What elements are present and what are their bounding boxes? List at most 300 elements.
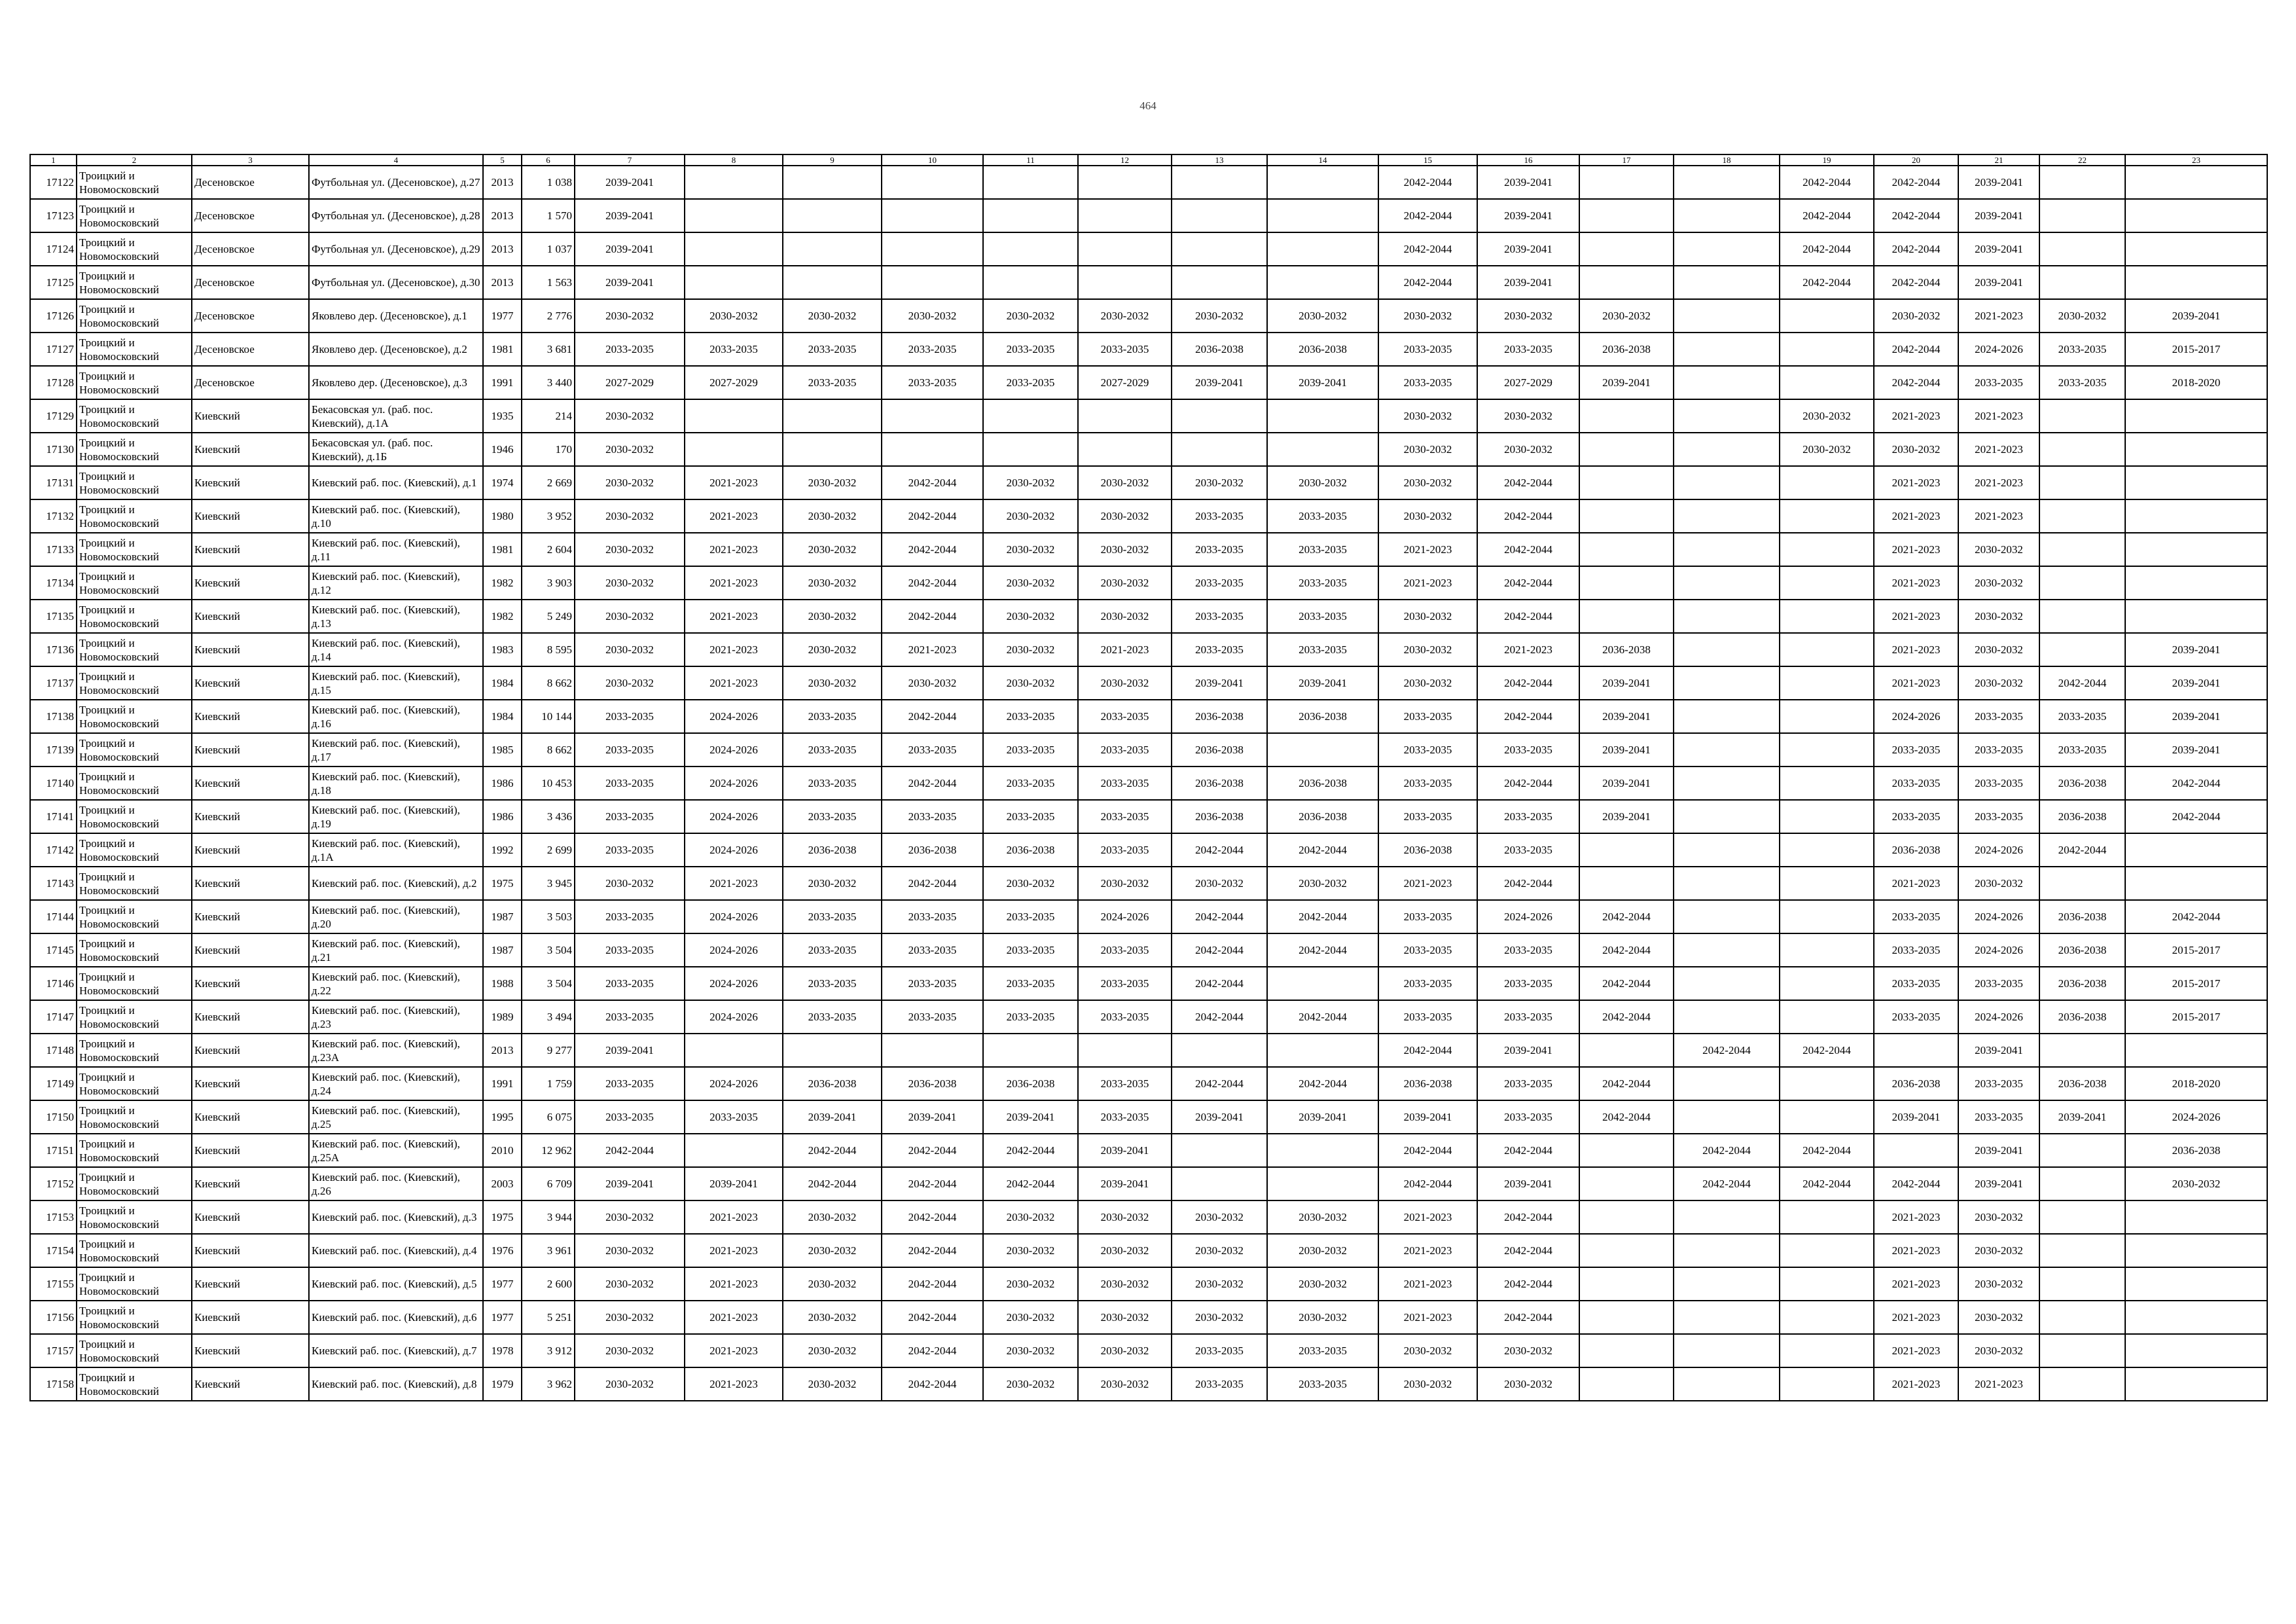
district-cell: Киевский (192, 466, 309, 499)
repair-period-cell: 2036-2038 (1267, 800, 1378, 833)
build-year-cell: 1995 (483, 1100, 522, 1134)
repair-period-cell: 2030-2032 (575, 466, 685, 499)
repair-period-cell: 2042-2044 (1780, 166, 1874, 199)
okrug-cell: Троицкий и Новомосковский (77, 666, 192, 700)
repair-period-cell: 2033-2035 (575, 900, 685, 933)
column-number-header: 14 (1267, 154, 1378, 166)
repair-period-cell (1674, 666, 1780, 700)
repair-period-cell: 2039-2041 (2125, 633, 2267, 666)
repair-period-cell (1674, 466, 1780, 499)
repair-period-cell (2125, 433, 2267, 466)
district-cell: Киевский (192, 499, 309, 533)
repair-period-cell: 2036-2038 (2039, 1000, 2125, 1034)
build-year-cell: 1984 (483, 666, 522, 700)
repair-period-cell: 2036-2038 (1172, 333, 1267, 366)
repair-period-cell: 2033-2035 (1958, 767, 2039, 800)
repair-period-cell: 2033-2035 (1874, 900, 1958, 933)
repair-period-cell: 2042-2044 (2039, 666, 2125, 700)
repair-period-cell: 2033-2035 (575, 1067, 685, 1100)
address-cell: Киевский раб. пос. (Киевский), д.1 (309, 466, 483, 499)
repair-period-cell (783, 266, 882, 299)
repair-period-cell: 2039-2041 (2125, 700, 2267, 733)
district-cell: Киевский (192, 600, 309, 633)
repair-period-cell: 2042-2044 (1267, 833, 1378, 867)
repair-period-cell: 2030-2032 (783, 1367, 882, 1401)
repair-period-cell: 2030-2032 (983, 466, 1078, 499)
repair-period-cell: 2024-2026 (685, 700, 783, 733)
build-year-cell: 1981 (483, 533, 522, 566)
repair-period-cell: 2024-2026 (2125, 1100, 2267, 1134)
repair-period-cell: 2033-2035 (2039, 366, 2125, 399)
repair-period-cell: 2042-2044 (1267, 1000, 1378, 1034)
repair-period-cell: 2030-2032 (783, 533, 882, 566)
repair-period-cell: 2033-2035 (1078, 967, 1172, 1000)
repair-period-cell (2039, 199, 2125, 232)
repair-period-cell: 2036-2038 (882, 833, 983, 867)
column-number-header: 9 (783, 154, 882, 166)
repair-period-cell (1579, 600, 1674, 633)
repair-period-cell (685, 399, 783, 433)
repair-period-cell: 2030-2032 (575, 566, 685, 600)
repair-period-cell: 2039-2041 (1267, 366, 1378, 399)
area-cell: 1 037 (522, 232, 575, 266)
build-year-cell: 1987 (483, 933, 522, 967)
repair-period-cell: 2042-2044 (1780, 1134, 1874, 1167)
build-year-cell: 1974 (483, 466, 522, 499)
address-cell: Киевский раб. пос. (Киевский), д.23А (309, 1034, 483, 1067)
repair-period-cell (1674, 1234, 1780, 1267)
repair-period-cell: 2039-2041 (1172, 366, 1267, 399)
repair-period-cell: 2033-2035 (1172, 566, 1267, 600)
build-year-cell: 2003 (483, 1167, 522, 1200)
repair-period-cell (1267, 1034, 1378, 1067)
repair-period-cell: 2033-2035 (1267, 533, 1378, 566)
repair-period-cell: 2030-2032 (575, 600, 685, 633)
repair-period-cell: 2042-2044 (882, 700, 983, 733)
repair-period-cell (1267, 733, 1378, 767)
area-cell: 8 595 (522, 633, 575, 666)
repair-period-cell: 2030-2032 (1477, 399, 1579, 433)
area-cell: 3 903 (522, 566, 575, 600)
repair-period-cell: 2024-2026 (685, 1000, 783, 1034)
repair-period-cell: 2033-2035 (983, 366, 1078, 399)
table-row (30, 366, 2267, 399)
repair-period-cell: 2015-2017 (2125, 1000, 2267, 1034)
repair-period-cell (1579, 1267, 1674, 1301)
okrug-cell: Троицкий и Новомосковский (77, 733, 192, 767)
district-cell: Киевский (192, 1301, 309, 1334)
district-cell: Киевский (192, 666, 309, 700)
district-cell: Киевский (192, 767, 309, 800)
repair-period-cell: 2033-2035 (685, 1100, 783, 1134)
table-row (30, 533, 2267, 566)
repair-period-cell (2039, 633, 2125, 666)
repair-period-cell: 2036-2038 (1874, 833, 1958, 867)
table-row (30, 1067, 2267, 1100)
table-row (30, 399, 2267, 433)
repair-period-cell (1674, 1100, 1780, 1134)
address-cell: Киевский раб. пос. (Киевский), д.25 (309, 1100, 483, 1134)
row-number-cell: 17125 (30, 266, 77, 299)
repair-period-cell: 2042-2044 (1874, 166, 1958, 199)
repair-period-cell (1267, 166, 1378, 199)
repair-period-cell: 2042-2044 (882, 1200, 983, 1234)
repair-period-cell: 2030-2032 (1477, 1367, 1579, 1401)
repair-period-cell: 2033-2035 (983, 333, 1078, 366)
address-cell: Киевский раб. пос. (Киевский), д.8 (309, 1367, 483, 1401)
repair-period-cell: 2030-2032 (783, 666, 882, 700)
repair-period-cell: 2042-2044 (1477, 566, 1579, 600)
repair-period-cell (1780, 800, 1874, 833)
repair-period-cell (1579, 1200, 1674, 1234)
repair-period-cell: 2042-2044 (1477, 600, 1579, 633)
repair-period-cell: 2030-2032 (1477, 299, 1579, 333)
column-number-header: 1 (30, 154, 77, 166)
repair-period-cell (1674, 1301, 1780, 1334)
repair-period-cell (1579, 1167, 1674, 1200)
row-number-cell: 17150 (30, 1100, 77, 1134)
repair-period-cell (1674, 399, 1780, 433)
repair-period-cell: 2042-2044 (1378, 199, 1477, 232)
repair-period-cell (1579, 533, 1674, 566)
build-year-cell: 1991 (483, 1067, 522, 1100)
repair-period-cell: 2039-2041 (2125, 299, 2267, 333)
area-cell: 3 962 (522, 1367, 575, 1401)
district-cell: Киевский (192, 1267, 309, 1301)
build-year-cell: 2010 (483, 1134, 522, 1167)
repair-period-cell: 2030-2032 (1378, 466, 1477, 499)
repair-period-cell: 2030-2032 (1780, 433, 1874, 466)
okrug-cell: Троицкий и Новомосковский (77, 1200, 192, 1234)
repair-period-cell: 2036-2038 (1267, 767, 1378, 800)
repair-period-cell: 2033-2035 (575, 800, 685, 833)
build-year-cell: 1978 (483, 1334, 522, 1367)
repair-period-cell: 2036-2038 (1874, 1067, 1958, 1100)
area-cell: 170 (522, 433, 575, 466)
repair-period-cell: 2042-2044 (1477, 767, 1579, 800)
repair-period-cell: 2042-2044 (1172, 967, 1267, 1000)
repair-period-cell (2039, 1234, 2125, 1267)
address-cell: Киевский раб. пос. (Киевский), д.2 (309, 867, 483, 900)
area-cell: 10 144 (522, 700, 575, 733)
repair-period-cell: 2033-2035 (1078, 733, 1172, 767)
repair-period-cell (1579, 232, 1674, 266)
repair-period-cell (1172, 1034, 1267, 1067)
repair-period-cell: 2039-2041 (1958, 1134, 2039, 1167)
repair-period-cell: 2015-2017 (2125, 933, 2267, 967)
column-number-header: 23 (2125, 154, 2267, 166)
repair-period-cell: 2033-2035 (983, 900, 1078, 933)
area-cell: 3 494 (522, 1000, 575, 1034)
district-cell: Киевский (192, 833, 309, 867)
row-number-cell: 17124 (30, 232, 77, 266)
repair-period-cell: 2042-2044 (1780, 232, 1874, 266)
repair-period-cell: 2021-2023 (1874, 666, 1958, 700)
repair-period-cell: 2027-2029 (575, 366, 685, 399)
repair-period-cell: 2033-2035 (1172, 633, 1267, 666)
repair-period-cell (685, 199, 783, 232)
repair-period-cell: 2039-2041 (575, 266, 685, 299)
repair-period-cell (685, 166, 783, 199)
build-year-cell: 1975 (483, 867, 522, 900)
repair-period-cell: 2042-2044 (1674, 1134, 1780, 1167)
area-cell: 12 962 (522, 1134, 575, 1167)
repair-period-cell: 2039-2041 (1579, 733, 1674, 767)
row-number-cell: 17140 (30, 767, 77, 800)
column-number-header: 3 (192, 154, 309, 166)
repair-period-cell (1674, 433, 1780, 466)
repair-period-cell: 2033-2035 (983, 733, 1078, 767)
repair-period-cell: 2030-2032 (1378, 1367, 1477, 1401)
row-number-cell: 17148 (30, 1034, 77, 1067)
repair-period-cell (1674, 1067, 1780, 1100)
build-year-cell: 2013 (483, 199, 522, 232)
district-cell: Киевский (192, 1134, 309, 1167)
repair-period-cell: 2030-2032 (1078, 666, 1172, 700)
repair-period-cell (1780, 733, 1874, 767)
repair-period-cell: 2024-2026 (685, 967, 783, 1000)
repair-period-cell (2125, 833, 2267, 867)
repair-period-cell (2125, 266, 2267, 299)
repair-period-cell (1172, 1167, 1267, 1200)
repair-period-cell: 2021-2023 (1958, 399, 2039, 433)
repair-period-cell: 2042-2044 (882, 466, 983, 499)
repair-period-cell (1267, 232, 1378, 266)
column-number-header: 15 (1378, 154, 1477, 166)
repair-period-cell: 2042-2044 (882, 499, 983, 533)
repair-period-cell: 2039-2041 (1172, 666, 1267, 700)
repair-period-cell: 2042-2044 (1579, 1000, 1674, 1034)
repair-period-cell (2039, 1267, 2125, 1301)
address-cell: Киевский раб. пос. (Киевский), д.6 (309, 1301, 483, 1334)
repair-period-cell (2039, 867, 2125, 900)
column-number-header: 8 (685, 154, 783, 166)
repair-period-cell: 2033-2035 (783, 333, 882, 366)
repair-period-cell: 2030-2032 (575, 533, 685, 566)
repair-period-cell (2125, 867, 2267, 900)
repair-period-cell: 2030-2032 (1267, 1200, 1378, 1234)
repair-period-cell: 2036-2038 (1172, 700, 1267, 733)
repair-period-cell: 2030-2032 (1172, 1200, 1267, 1234)
address-cell: Киевский раб. пос. (Киевский), д.5 (309, 1267, 483, 1301)
repair-period-cell (1674, 499, 1780, 533)
row-number-cell: 17145 (30, 933, 77, 967)
repair-period-cell: 2033-2035 (882, 933, 983, 967)
repair-period-cell (1267, 399, 1378, 433)
repair-period-cell: 2030-2032 (983, 1334, 1078, 1367)
repair-period-cell: 2039-2041 (1579, 700, 1674, 733)
repair-period-cell: 2030-2032 (575, 1334, 685, 1367)
repair-period-cell: 2036-2038 (1172, 767, 1267, 800)
repair-period-cell: 2042-2044 (882, 1334, 983, 1367)
repair-period-cell: 2042-2044 (2039, 833, 2125, 867)
district-cell: Киевский (192, 967, 309, 1000)
repair-period-cell: 2042-2044 (882, 1167, 983, 1200)
repair-period-cell (983, 166, 1078, 199)
repair-period-cell: 2039-2041 (1958, 1034, 2039, 1067)
repair-period-cell (2039, 232, 2125, 266)
repair-period-cell: 2021-2023 (1874, 1367, 1958, 1401)
repair-period-cell: 2033-2035 (783, 800, 882, 833)
district-cell: Киевский (192, 1167, 309, 1200)
area-cell: 3 952 (522, 499, 575, 533)
column-number-header: 6 (522, 154, 575, 166)
repair-period-cell (1780, 900, 1874, 933)
repair-period-cell: 2042-2044 (1874, 366, 1958, 399)
row-number-cell: 17147 (30, 1000, 77, 1034)
address-cell: Яковлево дер. (Десеновское), д.2 (309, 333, 483, 366)
address-cell: Киевский раб. пос. (Киевский), д.18 (309, 767, 483, 800)
okrug-cell: Троицкий и Новомосковский (77, 232, 192, 266)
repair-period-cell (1172, 433, 1267, 466)
repair-period-cell: 2021-2023 (685, 533, 783, 566)
repair-period-cell (1674, 1367, 1780, 1401)
repair-period-cell (1674, 933, 1780, 967)
repair-period-cell: 2030-2032 (2125, 1167, 2267, 1200)
repair-period-cell (1172, 266, 1267, 299)
repair-period-cell: 2042-2044 (1172, 900, 1267, 933)
repair-period-cell: 2039-2041 (1874, 1100, 1958, 1134)
repair-period-cell: 2039-2041 (575, 166, 685, 199)
row-number-cell: 17128 (30, 366, 77, 399)
table-row (30, 900, 2267, 933)
repair-period-cell: 2033-2035 (1378, 700, 1477, 733)
okrug-cell: Троицкий и Новомосковский (77, 166, 192, 199)
repair-period-cell: 2033-2035 (1874, 933, 1958, 967)
repair-period-cell: 2021-2023 (1874, 566, 1958, 600)
repair-period-cell (1674, 1000, 1780, 1034)
repair-period-cell: 2030-2032 (783, 1200, 882, 1234)
table-row (30, 566, 2267, 600)
repair-period-cell: 2030-2032 (983, 299, 1078, 333)
repair-period-cell: 2030-2032 (983, 1267, 1078, 1301)
repair-period-cell: 2021-2023 (1378, 1267, 1477, 1301)
repair-period-cell: 2033-2035 (1267, 1334, 1378, 1367)
repair-period-cell (685, 433, 783, 466)
build-year-cell: 1984 (483, 700, 522, 733)
build-year-cell: 1982 (483, 600, 522, 633)
repair-period-cell: 2030-2032 (1378, 666, 1477, 700)
repair-period-cell: 2030-2032 (575, 867, 685, 900)
area-cell: 5 249 (522, 600, 575, 633)
repair-period-cell (1267, 967, 1378, 1000)
repair-period-cell: 2033-2035 (882, 900, 983, 933)
repair-period-cell (1674, 900, 1780, 933)
repair-period-cell: 2042-2044 (882, 533, 983, 566)
table-row (30, 499, 2267, 533)
repair-period-cell: 2021-2023 (882, 633, 983, 666)
okrug-cell: Троицкий и Новомосковский (77, 1301, 192, 1334)
district-cell: Десеновское (192, 166, 309, 199)
district-cell: Киевский (192, 566, 309, 600)
repair-period-cell: 2042-2044 (2125, 767, 2267, 800)
okrug-cell: Троицкий и Новомосковский (77, 1034, 192, 1067)
repair-period-cell: 2030-2032 (983, 1301, 1078, 1334)
district-cell: Десеновское (192, 366, 309, 399)
repair-period-cell: 2021-2023 (1378, 1301, 1477, 1334)
okrug-cell: Троицкий и Новомосковский (77, 1234, 192, 1267)
repair-period-cell: 2030-2032 (1874, 433, 1958, 466)
repair-period-cell: 2030-2032 (575, 299, 685, 333)
repair-period-cell: 2033-2035 (1378, 800, 1477, 833)
repair-period-cell: 2030-2032 (983, 1234, 1078, 1267)
district-cell: Киевский (192, 1334, 309, 1367)
repair-period-cell: 2021-2023 (1874, 1267, 1958, 1301)
address-cell: Бекасовская ул. (раб. пос. Киевский), д.1А (309, 399, 483, 433)
repair-period-cell: 2036-2038 (1267, 333, 1378, 366)
repair-period-cell (1674, 366, 1780, 399)
repair-period-cell: 2033-2035 (1267, 1367, 1378, 1401)
table-row (30, 232, 2267, 266)
repair-period-cell (1780, 1000, 1874, 1034)
repair-period-cell: 2042-2044 (882, 1134, 983, 1167)
area-cell: 10 453 (522, 767, 575, 800)
okrug-cell: Троицкий и Новомосковский (77, 1367, 192, 1401)
row-number-cell: 17155 (30, 1267, 77, 1301)
repair-period-cell: 2018-2020 (2125, 366, 2267, 399)
district-cell: Десеновское (192, 199, 309, 232)
district-cell: Киевский (192, 633, 309, 666)
repair-period-cell (1078, 266, 1172, 299)
repair-period-cell: 2042-2044 (1579, 900, 1674, 933)
repair-period-cell: 2033-2035 (1078, 767, 1172, 800)
repair-period-cell (2039, 1301, 2125, 1334)
repair-period-cell: 2039-2041 (1267, 666, 1378, 700)
repair-period-cell (2125, 232, 2267, 266)
repair-period-cell: 2024-2026 (685, 800, 783, 833)
repair-period-cell: 2030-2032 (1078, 1267, 1172, 1301)
repair-period-cell: 2021-2023 (685, 666, 783, 700)
repair-period-cell: 2042-2044 (882, 1301, 983, 1334)
build-year-cell: 1988 (483, 967, 522, 1000)
page-number: 464 (1139, 99, 1157, 112)
repair-period-cell (2039, 433, 2125, 466)
repair-period-cell: 2033-2035 (983, 967, 1078, 1000)
repair-period-cell: 2021-2023 (685, 466, 783, 499)
build-year-cell: 1977 (483, 1301, 522, 1334)
repair-period-cell (2125, 533, 2267, 566)
repair-period-cell (783, 399, 882, 433)
table-row (30, 1334, 2267, 1367)
repair-period-cell: 2036-2038 (1172, 800, 1267, 833)
repair-period-cell: 2036-2038 (983, 833, 1078, 867)
repair-period-cell: 2030-2032 (783, 499, 882, 533)
repair-period-cell (1780, 933, 1874, 967)
build-year-cell: 1991 (483, 366, 522, 399)
repair-period-cell (1674, 166, 1780, 199)
repair-period-cell: 2033-2035 (575, 700, 685, 733)
column-number-header: 10 (882, 154, 983, 166)
repair-period-cell (1674, 600, 1780, 633)
repair-period-cell (2125, 466, 2267, 499)
repair-period-cell (685, 232, 783, 266)
repair-period-cell (1674, 533, 1780, 566)
repair-period-cell: 2030-2032 (1477, 433, 1579, 466)
build-year-cell: 1992 (483, 833, 522, 867)
repair-period-cell: 2021-2023 (685, 1267, 783, 1301)
repair-period-cell: 2030-2032 (1780, 399, 1874, 433)
repair-period-cell: 2033-2035 (2039, 733, 2125, 767)
table-row (30, 1034, 2267, 1067)
table-row (30, 299, 2267, 333)
repair-period-cell: 2030-2032 (1172, 1234, 1267, 1267)
area-cell: 3 504 (522, 933, 575, 967)
repair-period-cell (1579, 566, 1674, 600)
repair-period-cell: 2033-2035 (1477, 333, 1579, 366)
repair-period-cell: 2042-2044 (882, 566, 983, 600)
area-cell: 3 681 (522, 333, 575, 366)
repair-period-cell: 2030-2032 (1172, 299, 1267, 333)
